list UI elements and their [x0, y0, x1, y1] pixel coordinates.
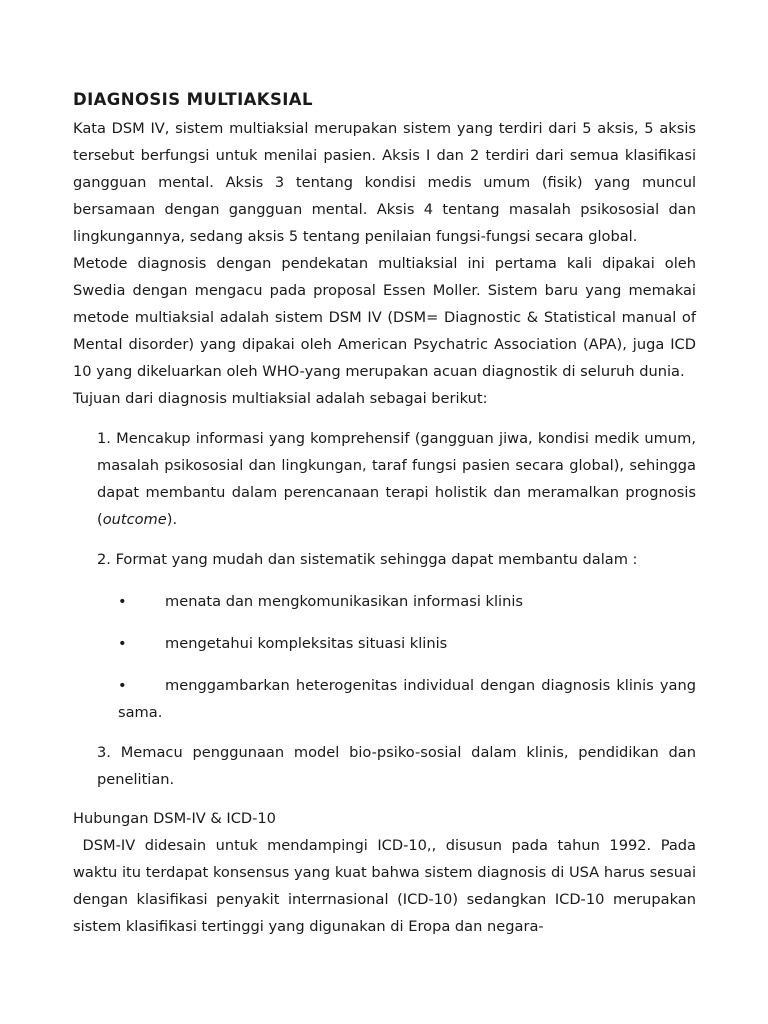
goal-item-1 [97, 425, 696, 533]
paragraph-method-history: Metode diagnosis dengan pendekatan multiaksial ini pertama kali dipakai oleh Swedia dengan mengacu pada proposal Essen Moller. Sistem baru yang memakai metode multiaksial adalah sistem DSM IV (DSM= Diagnostic & Statistical manual of Mental disorder) yang dipakai oleh American Psychatric Association (APA), juga ICD 10 yang dikeluarkan oleh WHO-yang merupakan acuan diagnostik di seluruh dunia. [73, 255, 696, 380]
goal-item-1-text: 1. Mencakup informasi yang komprehensif (gangguan jiwa, kondisi medik umum, masalah psikososial dan lingkungan, taraf fungsi pasien secara global), sehingga dapat membantu dalam perencanaan terapi holistik dan meramalkan prognosis ( [97, 430, 696, 528]
paragraph-axes-definition: Kata DSM IV, sistem multiaksial merupakan sistem yang terdiri dari 5 aksis, 5 aksis tersebut berfungsi untuk menilai pasien. Aksis I dan 2 terdiri dari semua klasifikasi gangguan mental. Aksis 3 tentang kondisi medis umum (fisik) yang muncul bersamaan dengan gangguan mental. Aksis 4 tentang masalah psikososial dan lingkungannya, sedang aksis 5 tentang penilaian fungsi-fungsi secara global. [73, 120, 696, 245]
goal-item-2-bullets [97, 588, 696, 726]
section-heading-dsm-icd: Hubungan DSM-IV & ICD-10 [73, 810, 276, 827]
document-title: DIAGNOSIS MULTIAKSIAL [73, 90, 313, 109]
bullet-icon: • [118, 677, 127, 694]
bullet-item [118, 588, 696, 615]
bullet-icon: • [118, 635, 127, 652]
bullet-icon: • [118, 593, 127, 610]
goal-item-3: 3. Memacu penggunaan model bio-psiko-sosial dalam klinis, pendidikan dan penelitian. [97, 744, 696, 788]
goal-item-1-end: ). [166, 511, 178, 528]
paragraph-dsm-icd-relationship: DSM-IV didesain untuk mendampingi ICD-10,, disusun pada tahun 1992. Pada waktu itu terdapat konsensus yang kuat bahwa sistem diagnosis di USA harus sesuai dengan klasifikasi penyakit interrnasional (ICD-10) sedangkan ICD-10 merupakan sistem klasifikasi tertinggi yang digunakan di Eropa dan negara- [73, 837, 701, 935]
goals-numbered-list [97, 425, 696, 793]
goal-item-2: 2. Format yang mudah dan sistematik sehingga dapat membantu dalam : [97, 551, 638, 568]
bullet-text: menata dan mengkomunikasikan informasi klinis [165, 593, 523, 610]
paragraph-goals-intro: Tujuan dari diagnosis multiaksial adalah sebagai berikut: [73, 390, 488, 407]
bullet-text: menggambarkan heterogenitas individual dengan diagnosis klinis yang sama. [118, 677, 696, 721]
document-body [73, 88, 701, 940]
bullet-text: mengetahui kompleksitas situasi klinis [165, 635, 448, 652]
goal-item-1-italic: outcome [102, 511, 167, 528]
bullet-item [118, 672, 696, 726]
bullet-item [118, 630, 696, 657]
